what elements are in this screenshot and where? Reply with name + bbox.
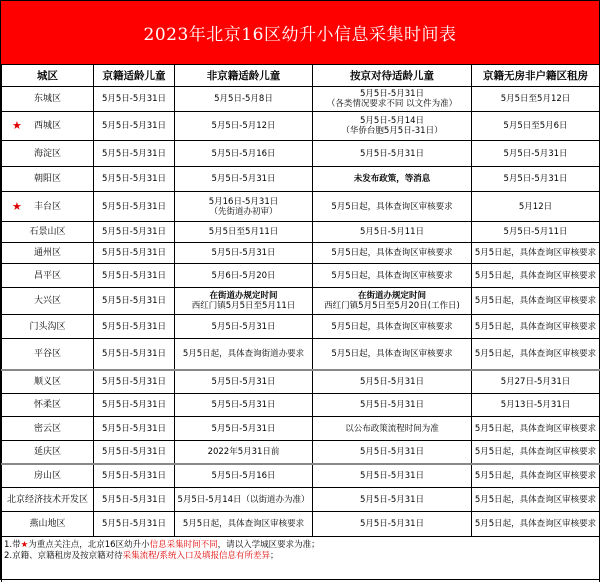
feijingji-cell: 5月5日-5月14日（以街道办为准）	[175, 488, 313, 512]
table-row	[2, 243, 600, 264]
jingji-cell: 5月5日-5月31日	[94, 167, 175, 192]
wufang-cell: 5月5日-5月31日	[472, 141, 600, 167]
header-wufang: 京籍无房非户籍区租房	[472, 65, 600, 87]
district-cell	[2, 264, 94, 288]
notes-row	[2, 537, 600, 582]
district-name: 顺义区	[34, 377, 61, 387]
jingji-cell: 5月5日-5月31日	[94, 192, 175, 222]
feijingji-cell: 5月5日-5月31日	[175, 167, 313, 192]
table-row	[2, 488, 600, 512]
jingji-cell: 5月5日-5月31日	[94, 488, 175, 512]
jingji-cell: 5月5日-5月31日	[94, 112, 175, 141]
anjing-cell: 5月5日-5月31日	[313, 141, 472, 167]
header-feijingji: 非京籍适龄儿童	[175, 65, 313, 87]
anjing-cell: 5月5日-5月31日	[313, 394, 472, 417]
feijingji-cell: 5月5日-5月31日	[175, 394, 313, 417]
anjing-cell: 5月5日-5月11日	[313, 222, 472, 243]
district-cell	[2, 464, 94, 488]
table-row	[2, 192, 600, 222]
district-cell	[2, 243, 94, 264]
district-name: 海淀区	[34, 149, 61, 159]
wufang-cell: 5月5日起，具体查询区审核要求	[472, 288, 600, 315]
jingji-cell: 5月5日-5月31日	[94, 370, 175, 394]
table-row	[2, 264, 600, 288]
district-cell	[2, 315, 94, 339]
table-row	[2, 141, 600, 167]
table-row	[2, 512, 600, 537]
anjing-cell: 5月5日-5月31日	[313, 488, 472, 512]
header-anjing: 按京对待适龄儿童	[313, 65, 472, 87]
wufang-cell: 5月5日至5月6日	[472, 112, 600, 141]
anjing-cell: 在街道办规定时间 西红门镇5月5日至5月20日(工作日)	[313, 288, 472, 315]
feijingji-cell: 5月5日-5月16日	[175, 464, 313, 488]
header-row	[2, 65, 600, 87]
feijingji-cell: 5月6日-5月20日	[175, 264, 313, 288]
jingji-cell: 5月5日-5月31日	[94, 141, 175, 167]
title-banner	[1, 1, 599, 64]
feijingji-cell: 2022年5月31日前	[175, 441, 313, 465]
wufang-cell: 5月27日-5月31日	[472, 370, 600, 394]
table-row	[2, 112, 600, 141]
district-name: 昌平区	[34, 271, 61, 281]
jingji-cell: 5月5日-5月31日	[94, 394, 175, 417]
jingji-cell: 5月5日-5月31日	[94, 512, 175, 537]
district-name: 平谷区	[34, 349, 61, 359]
district-cell	[2, 441, 94, 465]
anjing-cell: 5月5日起，具体查询区审核要求	[313, 243, 472, 264]
district-name: 密云区	[34, 424, 61, 434]
jingji-cell: 5月5日-5月31日	[94, 288, 175, 315]
page-title: 2023年北京16区幼升小信息采集时间表	[144, 20, 457, 45]
wufang-cell: 5月5日起，具体查询区审核要求	[472, 264, 600, 288]
wufang-cell: 5月5日起，具体查询区审核要求	[472, 339, 600, 371]
feijingji-cell: 5月5日起，具体查询街道办要求	[175, 339, 313, 371]
header-district: 城区	[2, 65, 94, 87]
district-name: 朝阳区	[34, 174, 61, 184]
district-name: 石景山区	[29, 227, 65, 237]
wufang-cell: 5月5日起，具体查询区审核要求	[472, 488, 600, 512]
anjing-cell: 5月5日-5月31日	[313, 512, 472, 537]
feijingji-cell: 5月5日-5月8日	[175, 87, 313, 112]
table-row	[2, 370, 600, 394]
district-name: 丰台区	[34, 202, 61, 212]
note-line-1: 1.带★为重点关注点，北京16区幼升小信息采集时间不同，请以入学城区要求为准；	[4, 540, 597, 551]
district-cell	[2, 370, 94, 394]
anjing-cell: 5月5日起，具体查询区审核要求	[313, 315, 472, 339]
anjing-cell: 5月5日起，具体查询区审核要求	[313, 264, 472, 288]
district-cell	[2, 167, 94, 192]
jingji-cell: 5月5日-5月31日	[94, 464, 175, 488]
wufang-cell: 5月5日起，具体查询区审核要求	[472, 417, 600, 441]
table-row	[2, 288, 600, 315]
jingji-cell: 5月5日-5月31日	[94, 243, 175, 264]
feijingji-cell: 5月5日至5月11日	[175, 222, 313, 243]
wufang-cell: 5月5日起，具体查询区审核要求	[472, 441, 600, 465]
wufang-cell: 5月5日-5月11日	[472, 222, 600, 243]
wufang-cell: 5月13日-5月31日	[472, 394, 600, 417]
district-name: 怀柔区	[34, 400, 61, 410]
feijingji-cell: 5月5日-5月16日	[175, 141, 313, 167]
district-name: 门头沟区	[29, 322, 65, 332]
district-name: 延庆区	[34, 447, 61, 457]
feijingji-cell: 5月5日起，具体查询区审核要求	[175, 512, 313, 537]
anjing-cell: 5月5日起，具体查询区审核要求	[313, 192, 472, 222]
district-name: 大兴区	[34, 296, 61, 306]
note-line-2: 2.京籍、京籍租房及按京籍对待采集流程/系统入口及填报信息有所差异；	[4, 551, 597, 562]
wufang-cell: 5月5日起，具体查询区审核要求	[472, 512, 600, 537]
wufang-cell: 5月12日	[472, 192, 600, 222]
feijingji-cell: 5月16日-5月31日 （先街道办初审）	[175, 192, 313, 222]
feijingji-cell: 5月5日-5月31日	[175, 370, 313, 394]
feijingji-cell: 5月5日-5月31日	[175, 417, 313, 441]
district-cell	[2, 288, 94, 315]
district-name: 燕山地区	[29, 519, 65, 529]
wufang-cell: 5月5日起，具体查询区审核要求	[472, 464, 600, 488]
anjing-cell: 未发布政策，等消息	[313, 167, 472, 192]
jingji-cell: 5月5日-5月31日	[94, 417, 175, 441]
jingji-cell: 5月5日-5月31日	[94, 339, 175, 371]
wufang-cell: 5月5日-5月31日	[472, 167, 600, 192]
district-cell	[2, 222, 94, 243]
district-name: 北京经济技术开发区	[7, 495, 88, 505]
anjing-cell: 5月5日-5月31日 （各类情况要求不同 以文件为准）	[313, 87, 472, 112]
wufang-cell: 5月5日起，具体查询区审核要求	[472, 243, 600, 264]
jingji-cell: 5月5日-5月31日	[94, 87, 175, 112]
jingji-cell: 5月5日-5月31日	[94, 222, 175, 243]
district-cell	[2, 394, 94, 417]
table-row	[2, 417, 600, 441]
feijingji-cell: 5月5日-5月31日	[175, 243, 313, 264]
wufang-cell: 5月5日至5月12日	[472, 87, 600, 112]
table-row	[2, 441, 600, 465]
table-row	[2, 167, 600, 192]
feijingji-cell: 5月5日-5月12日	[175, 112, 313, 141]
district-cell	[2, 339, 94, 371]
jingji-cell: 5月5日-5月31日	[94, 315, 175, 339]
schedule-table	[1, 64, 600, 582]
district-name: 东城区	[34, 94, 61, 104]
district-name: 房山区	[34, 471, 61, 481]
district-cell	[2, 512, 94, 537]
table-row	[2, 222, 600, 243]
district-name: 通州区	[34, 248, 61, 258]
wufang-cell: 5月5日起，具体查询区审核要求	[472, 315, 600, 339]
anjing-cell: 5月5日-5月31日	[313, 370, 472, 394]
star-icon: ★	[21, 540, 29, 550]
district-name: 西城区	[34, 121, 61, 131]
feijingji-cell: 5月5日-5月31日	[175, 315, 313, 339]
feijingji-cell: 在街道办规定时间 西红门镇5月5日至5月11日	[175, 288, 313, 315]
anjing-cell: 5月5日起，具体查询区审核要求	[313, 339, 472, 371]
table-row	[2, 339, 600, 371]
anjing-cell: 5月5日-5月14日 （华侨台胞5月5日-31日）	[313, 112, 472, 141]
table-row	[2, 315, 600, 339]
star-icon: ★	[12, 121, 22, 131]
district-cell	[2, 488, 94, 512]
header-jingji: 京籍适龄儿童	[94, 65, 175, 87]
notes-cell	[2, 537, 600, 582]
district-cell	[2, 417, 94, 441]
table-row	[2, 87, 600, 112]
district-cell	[2, 192, 94, 222]
anjing-cell: 5月5日-5月31日	[313, 441, 472, 465]
district-cell	[2, 112, 94, 141]
star-icon: ★	[12, 202, 22, 212]
jingji-cell: 5月5日-5月31日	[94, 441, 175, 465]
anjing-cell: 以公布政策流程时间为准	[313, 417, 472, 441]
table-row	[2, 464, 600, 488]
table-row	[2, 394, 600, 417]
jingji-cell: 5月5日-5月31日	[94, 264, 175, 288]
district-cell	[2, 141, 94, 167]
anjing-cell: 5月5日-5月31日	[313, 464, 472, 488]
district-cell	[2, 87, 94, 112]
